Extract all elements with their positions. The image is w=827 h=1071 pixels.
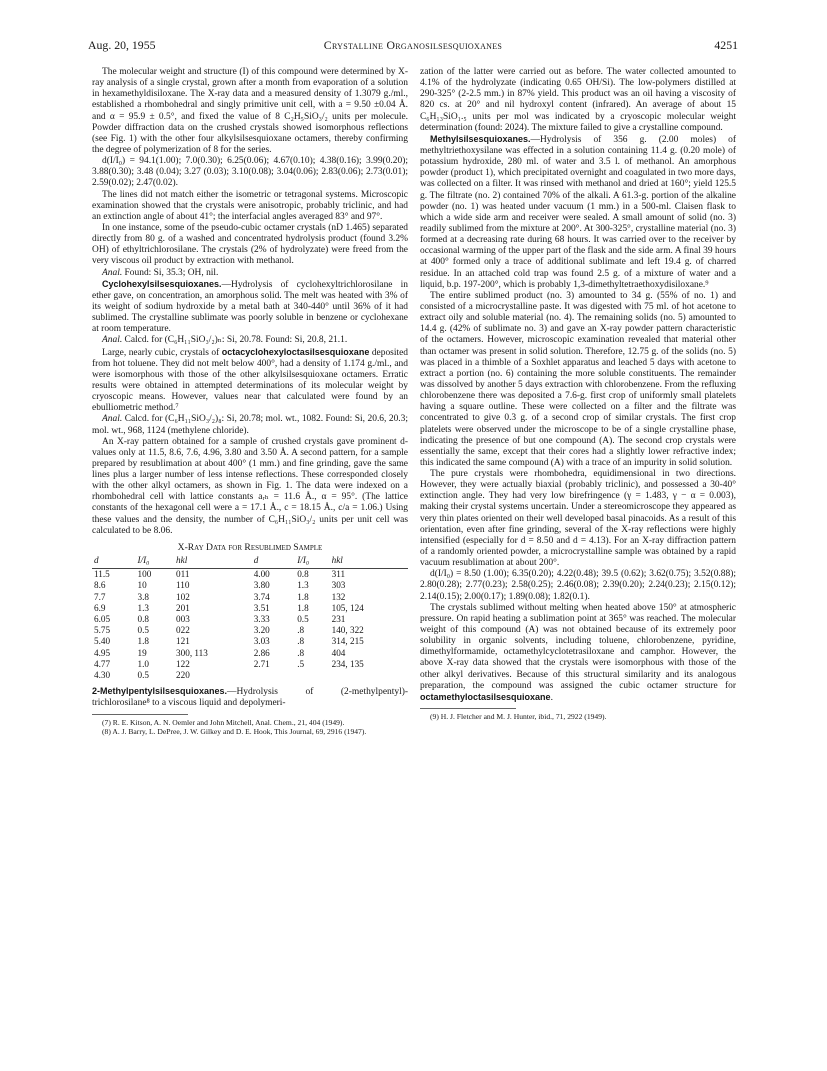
analysis	[92, 268, 408, 279]
table-cell: .8	[297, 625, 305, 636]
table-cell: 022	[176, 625, 190, 636]
compound-name: octamethyloctasilsesquioxane	[420, 691, 551, 702]
table-cell: 0.8	[297, 569, 309, 580]
paragraph: The pure crystals were rhombohedra, equidimensional in two directions. However, they were actually biaxial (probably triclinic), and possessed a 30-40° extinction angle. They had very low birefringence (γ = 1.483, γ − α = 0.003), making their crystal systems uncertain. Under a stereomicroscope they appeared as very thin plates oriented on their well developed basal pinacoids. As a result of this orientation, even after fine grinding, several of the X-ray reflections were highly intensified (especially for d = 8.50 and d = 4.13). For an X-ray diffraction pattern of a randomly oriented powder, a microcrystalline sample was obtained by a rapid vacuum resublimation at about 200°.	[420, 469, 736, 569]
table-cell: 201	[176, 602, 190, 613]
table-cell: 6.05	[94, 613, 111, 624]
table-cell	[252, 670, 296, 681]
table-cell: 234, 135	[331, 658, 364, 669]
table-cell: 3.51	[253, 602, 270, 613]
table-cell: 4.95	[94, 647, 111, 658]
table-cell: 10	[137, 580, 147, 591]
table-cell: 100	[137, 569, 152, 580]
table-cell: 3.80	[253, 580, 270, 591]
table-cell: 2.86	[253, 647, 270, 658]
table-cell: 7.7	[94, 591, 106, 602]
table-cell	[330, 670, 408, 681]
analysis	[92, 335, 408, 346]
table-cell: 6.9	[94, 602, 106, 613]
table-cell: 102	[176, 591, 190, 602]
table-cell: 110	[176, 580, 190, 591]
table-caption: X-Ray Data for Resublimed Sample	[177, 541, 323, 553]
table-cell: 1.8	[137, 636, 149, 647]
analysis-label: Anal.	[102, 267, 123, 278]
table-cell: 231	[331, 613, 346, 624]
table-cell: 2.71	[253, 658, 270, 669]
section-heading: Cyclohexylsilsesquioxanes.	[102, 278, 222, 289]
table-row	[92, 625, 408, 636]
text-run: .	[550, 692, 553, 703]
powder-data: d(I/I₀) = 8.50 (1.00); 6.35(0.20); 4.22(0.48); 39.5 (0.62); 3.62(0.75); 3.52(0.88); 2.80(0.28); 2.77(0.23); 2.58(0.25); 2.46(0.08); 2.39(0.20); 2.24(0.23); 2.15(0.12); 2.14(0.15); 2.00(0.17); 1.89(0.08); 1.82(0.1).	[420, 569, 736, 602]
table-cell: 4.30	[94, 670, 111, 681]
column-header: I/I₀	[136, 555, 175, 568]
table-cell: 3.03	[253, 636, 270, 647]
table-cell: 5.75	[94, 625, 111, 636]
page-number: 4251	[714, 38, 738, 52]
table-cell: 220	[176, 670, 190, 681]
table-cell: 3.74	[253, 591, 270, 602]
table-cell: 0.8	[137, 613, 149, 624]
table-cell: 003	[176, 613, 190, 624]
running-header	[88, 38, 738, 54]
table-cell: .8	[297, 647, 305, 658]
table-cell: 19	[137, 647, 147, 658]
table-row	[92, 569, 408, 581]
paragraph	[420, 603, 736, 704]
table-cell: 0.5	[297, 613, 309, 624]
table-header-row	[92, 555, 408, 568]
table-cell: 1.8	[297, 602, 309, 613]
table-cell: 404	[331, 647, 346, 658]
table-cell: 11.5	[94, 569, 110, 580]
table-cell	[295, 670, 329, 681]
right-column	[420, 67, 736, 722]
table-cell: 1.3	[137, 602, 149, 613]
table-cell: 132	[331, 591, 346, 602]
table-cell: 3.20	[253, 625, 270, 636]
table-row	[92, 670, 408, 681]
left-column	[92, 67, 408, 737]
table-cell: 1.0	[137, 658, 149, 669]
section-text: —Hydrolysis of (2-methylpentyl)-trichlorosilane⁸ to a viscous liquid and depolymeri-	[92, 687, 408, 709]
table-cell: 3.33	[253, 613, 270, 624]
paragraph: In one instance, some of the pseudo-cubic octamer crystals (nD 1.465) separated directly from 80 g. of a washed and concentrated hydrolysis product (found 3.2% OH) of ethyltrichlorosilane. The crystals (2% of hydrolyzate) were freed from the very viscous oil product by extraction with methanol.	[92, 222, 408, 267]
table-cell: 4.77	[94, 658, 111, 669]
table-cell: 8.6	[94, 580, 106, 591]
section-cyclohexyl	[92, 279, 408, 336]
footnote: (7) R. E. Kitson, A. N. Oemler and John Mitchell, Anal. Chem., 21, 404 (1949).	[102, 717, 345, 727]
section-text: —Hydrolysis of cyclohexyltrichlorosilane in ether gave, on concentration, an amorphous solid. The melt was heated with 3% of its weight of sodium hydroxide by a metal bath at 340-440° until 36% of it had sublimed. The crystalline sublimate was poorly soluble in benzene or cyclohexane at room temperature.	[92, 279, 408, 335]
powder-data: d(I/I₀) = 94.1(1.00); 7.0(0.30); 6.25(0.06); 4.67(0.10); 4.38(0.16); 3.99(0.20); 3.88(0.30); 3.48 (0.04); 3.27 (0.03); 3.10(0.08); 3.04(0.06); 2.83(0.06); 2.73(0.01); 2.59(0.02); 2.47(0.02).	[92, 156, 408, 189]
table-row	[92, 636, 408, 647]
text-run: Large, nearly cubic, crystals of	[102, 347, 222, 358]
paragraph: The molecular weight and structure (I) of this compound were determined by X-ray analysis of a single crystal, grown after a month from evaporation of a solution in hexamethyldisiloxane. The X-ray data and a measured density of 1.3079 g./ml., established a rhombohedral and singly primitive unit cell, with a = 9.50 ±0.04 Å. and α = 95.9 ± 0.5°, and fixed the value of 8 C₂H₅SiO₃/₂ units per molecule. Powder diffraction data on the crushed crystals showed isomorphous reflections (see Fig. 1) with the other four alkylsilsesquioxane octamers, thereby confirming the degree of polymerization of 8 for the series.	[92, 67, 408, 155]
table-cell: 303	[331, 580, 346, 591]
paragraph: The entire sublimed product (no. 3) amounted to 34 g. (55% of no. 1) and consisted of a microcrystalline paste. It was digested with 75 ml. of hot acetone to extract oily and soluble material (no. 4). The remaining solids (no. 5) amounted to 14.4 g. (42% of sublimate no. 3) and gave an X-ray powder pattern characteristic of the octamers. However, microscopic examination revealed that material other than octamer was present in solid solution. Therefore, 12.75 g. of the solids (no. 5) was placed in a thimble of a Soxhlet apparatus and leached 5 days with acetone to extract a portion (no. 6) containing the more soluble constituents. The remainder was dissolved by another 5 days extraction with chlorobenzene. From the refluxing chlorobenzene there was deposited a 7.6-g. first crop of uniformly small platelets having a square outline. These were collected on a filter and the filtrate was concentrated to give 0.3 g. of a second crop of similar crystals. The first crop platelets were observed under the microscope to be of a single crystalline phase, indicating the presence of but one compound (A). The second crop crystals were essentially the same, except that their cores had a slightly lower refractive index; this indicated the same compound (A) with a trace of an impurity in solid solution.	[420, 290, 736, 468]
section-heading: 2-Methylpentylsilsesquioxanes.	[92, 686, 228, 697]
table-cell: 0.5	[137, 670, 149, 681]
table-cell: 0.5	[137, 625, 149, 636]
table-row	[92, 659, 408, 670]
paragraph: An X-ray pattern obtained for a sample of crushed crystals gave prominent d-values only at 11.5, 8.6, 7.6, 4.96, 3.80 and 3.50 Å. A second pattern, for a sample prepared by resublimation at about 400° (1 mm.) and fine grinding, gave the same lines plus a larger number of less intense reflections. These corresponded closely with the other alkyl octamers, as shown in Fig. 1. The data were indexed on a rhombohedral cell with lattice constants aᵣₕ = 11.6 Å., α = 95°. (The lattice constants of the hexagonal cell were a = 17.1 Å., c = 18.15 Å., c/a = 1.06.) Using these values and the density, the number of C₆H₁₁SiO₃/₂ units per unit cell was calculated to be 8.06.	[92, 436, 408, 536]
footnote: (8) A. J. Barry, L. DePree, J. W. Gilkey and D. E. Hook, This Journal, 69, 2916 (1947).	[102, 727, 367, 737]
analysis-label: Anal.	[102, 414, 123, 425]
paragraph	[92, 347, 408, 415]
table-cell: 3.8	[137, 591, 149, 602]
table-cell: 314, 215	[331, 636, 364, 647]
section-methylpentyl	[92, 686, 408, 709]
table-row	[92, 592, 408, 603]
section-heading: Methylsilsesquioxanes.	[430, 133, 531, 144]
table-cell: 121	[176, 636, 190, 647]
analysis	[92, 414, 408, 436]
table-cell: 1.8	[297, 591, 309, 602]
table-row	[92, 648, 408, 659]
column-header: I/I₀	[295, 555, 329, 568]
issue-date: Aug. 20, 1955	[88, 38, 156, 52]
table-cell: 105, 124	[331, 602, 364, 613]
table-row	[92, 614, 408, 625]
table-cell: 1.3	[297, 580, 309, 591]
column-header: hkl	[174, 555, 252, 568]
xray-data-table	[92, 555, 408, 681]
running-title: Crystalline Organosilsesquioxanes	[323, 38, 503, 52]
table-row	[92, 603, 408, 614]
table-cell: 122	[176, 658, 190, 669]
column-header: d	[92, 555, 136, 568]
table-body	[92, 569, 408, 682]
analysis-text: Calcd. for (C₆H₁₁SiO₃/₂)₈: Si, 20.78; mol. wt., 1082. Found: Si, 20.6, 20.3; mol. wt., 968, 1124 (methylene chloride).	[92, 414, 409, 436]
analysis-text: Found: Si, 35.3; OH, nil.	[124, 267, 219, 278]
table-row	[92, 580, 408, 591]
column-header: d	[252, 555, 296, 568]
text-run: The crystals sublimed without melting when heated above 150° at atmospheric pressure. On rapid heating a sublimation point at 365° was reached. The molecular weight of this compound (A) was not obtained because of its extremely poor solubility in organic solvents, including toluene, chlorobenzene, pyridine, dimethylformamide, octamethylcyclotetrasiloxane and camphor. However, the above X-ray data showed that the crystals were isomorphous with those of the other alkyl derivatives. Because of this structural similarity and its analogous preparation, the compound was assigned the cubic octamer structure for	[420, 602, 736, 691]
column-header: hkl	[330, 555, 408, 568]
table-cell: 5.40	[94, 636, 111, 647]
table-cell: 140, 322	[331, 625, 364, 636]
table-cell: 4.00	[253, 569, 270, 580]
table-cell: .8	[297, 636, 305, 647]
table-cell: 311	[331, 569, 346, 580]
table-cell: 011	[176, 569, 190, 580]
section-text: —Hydrolysis of 356 g. (2.00 moles) of methyltriethoxysilane was effected in a solution containing 11.4 g. (0.20 mole) of potassium hydroxide, 280 ml. of water and 3.5 l. of methanol. An amorphous powder (product 1), which precipitated overnight and coagulated in two more days, was collected on a filter. It was rinsed with methanol and dried at 160°; yield 125.5 g. The filtrate (no. 2) contained 70% of the alkali. A 61.3-g. portion of the alkaline powder (no. 1) was heated under vacuum (1 mm.) in a 500-ml. Claisen flask to which a wide side arm and receiver were sealed. A small amount of solid (no. 3) readily sublimed from the mixture at 200°. At 300-325°, crystalline material (no. 3) formed at a decreasing rate during 68 hours. It was carried over to the receiver by occasional warming of the upper part of the flask and the side arm. A final 39 hours at 400° formed only a trace of additional sublimate and left 19.4 g. of charred residue. In an attached cold trap was found 2.5 g. of a mixture of water and a liquid, b.p. 197-200°, which is probably 1,3-dimethyltetraethoxydisiloxane.⁹	[420, 134, 736, 290]
paragraph: The lines did not match either the isometric or tetragonal systems. Microscopic examination showed that the crystals were anisotropic, probably triclinic, and had an extinction angle of about 41°; the interfacial angles averaged 83° and 97°.	[92, 189, 408, 222]
analysis-label: Anal.	[102, 335, 123, 346]
footnote-divider	[92, 714, 188, 715]
table-cell: .5	[297, 658, 305, 669]
footnote: (9) H. J. Fletcher and M. J. Hunter, ibid., 71, 2922 (1949).	[430, 712, 607, 722]
section-methyl	[420, 134, 736, 291]
table-cell: 300, 113	[176, 647, 208, 658]
paragraph: zation of the latter were carried out as before. The water collected amounted to 4.1% of the hydrolyzate (indicating 0.65 OH/Si). The low-polymers distilled at 290-325° (2-2.5 mm.) in 87% yield. This product was an oil having a viscosity of 820 cs. at 20° and nil hydroxyl content (infrared). An average of about 15 C₆H₁₃SiO₁.₅ units per mol was indicated by a cryoscopic molecular weight determination (found: 2024). The mixture failed to give a crystalline compound.	[420, 67, 736, 133]
footnote-divider	[420, 708, 516, 709]
text-run: deposited from hot toluene. They did not melt below 400°, had a density of 1.174 g./ml., and were isomorphous with those of the other alkylsilsesquioxane octamers. Erratic results were obtained in attempted determinations of its molecular weight by cryoscopic means. However, values near that calculated were found by an ebulliometric method.⁷	[92, 347, 408, 414]
compound-name: octacyclohexyloctasilsesquioxane	[221, 346, 370, 357]
analysis-text: Calcd. for (C₆H₁₁SiO₃/₂)ₙ: Si, 20.78. Found: Si, 20.8, 21.1.	[124, 335, 348, 346]
